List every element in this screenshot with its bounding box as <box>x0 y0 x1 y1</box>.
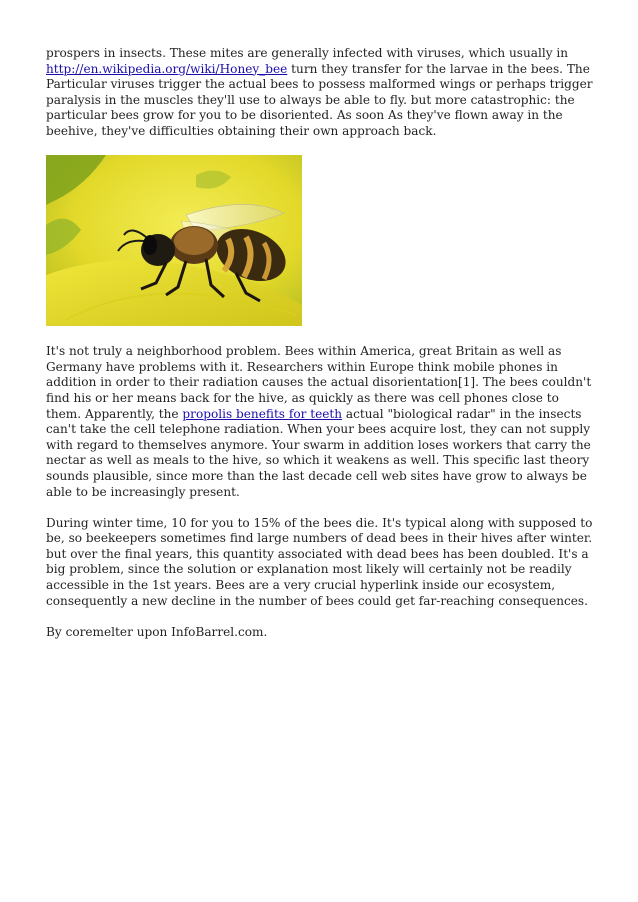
paragraph-2-text-end: actual "biological radar" in the insects can't take the cell telephone radiation. When your bees acquire lost, they can not supply with regard to themselves anymore. Your swarm in addition loses workers that carry the nectar as well as meals to the hive, so which it weakens as well. This specific last theory sounds plausible, since more than the last decade cell web sites have grow to always be able to be increasingly present. <box>46 406 591 499</box>
wikipedia-honey-bee-link[interactable]: http://en.wikipedia.org/wiki/Honey_bee <box>46 61 288 76</box>
paragraph-1 <box>46 46 594 140</box>
paragraph-2 <box>46 344 594 500</box>
bee-photo <box>46 155 302 326</box>
paragraph-1-text-end: turn they transfer for the larvae in the bees. The Particular viruses trigger the actual bees to possess malformed wings or perhaps trigger paralysis in the muscles they'll use to always be able to fly. but more catastrophic: the particular bees grow for you to be disoriented. As soon As they've flown away in the beehive, they've difficulties obtaining their own approach back. <box>46 61 593 138</box>
paragraph-1-text-start: prospers in insects. These mites are generally infected with viruses, which usually in <box>46 46 569 60</box>
bee-on-leaf-photo-icon <box>46 155 302 326</box>
article-body <box>46 46 594 656</box>
paragraph-3: During winter time, 10 for you to 15% of the bees die. It's typical along with supposed to be, so beekeepers sometimes find large numbers of dead bees in their hives after winter. but over the final years, this quantity associated with dead bees has been doubled. It's a big problem, since the solution or explanation most likely will certainly not be readily accessible in the 1st years. Bees are a very crucial hyperlink inside our ecosystem, consequently a new decline in the number of bees could get far-reaching consequences. <box>46 515 593 608</box>
paragraph-4-byline: By coremelter upon InfoBarrel.com. <box>46 624 268 639</box>
paragraph-2-text-start: It's not truly a neighborhood problem. Bees within America, great Britain as well as Germany have problems with it. Researchers within Europe think mobile phones in addition in order to their radiation causes the actual disorientation[1]. The bees couldn't find his or her means back for the hive, as quickly as there was cell phones close to them. Apparently, the <box>46 344 592 421</box>
propolis-benefits-link[interactable]: propolis benefits for teeth <box>182 406 343 421</box>
